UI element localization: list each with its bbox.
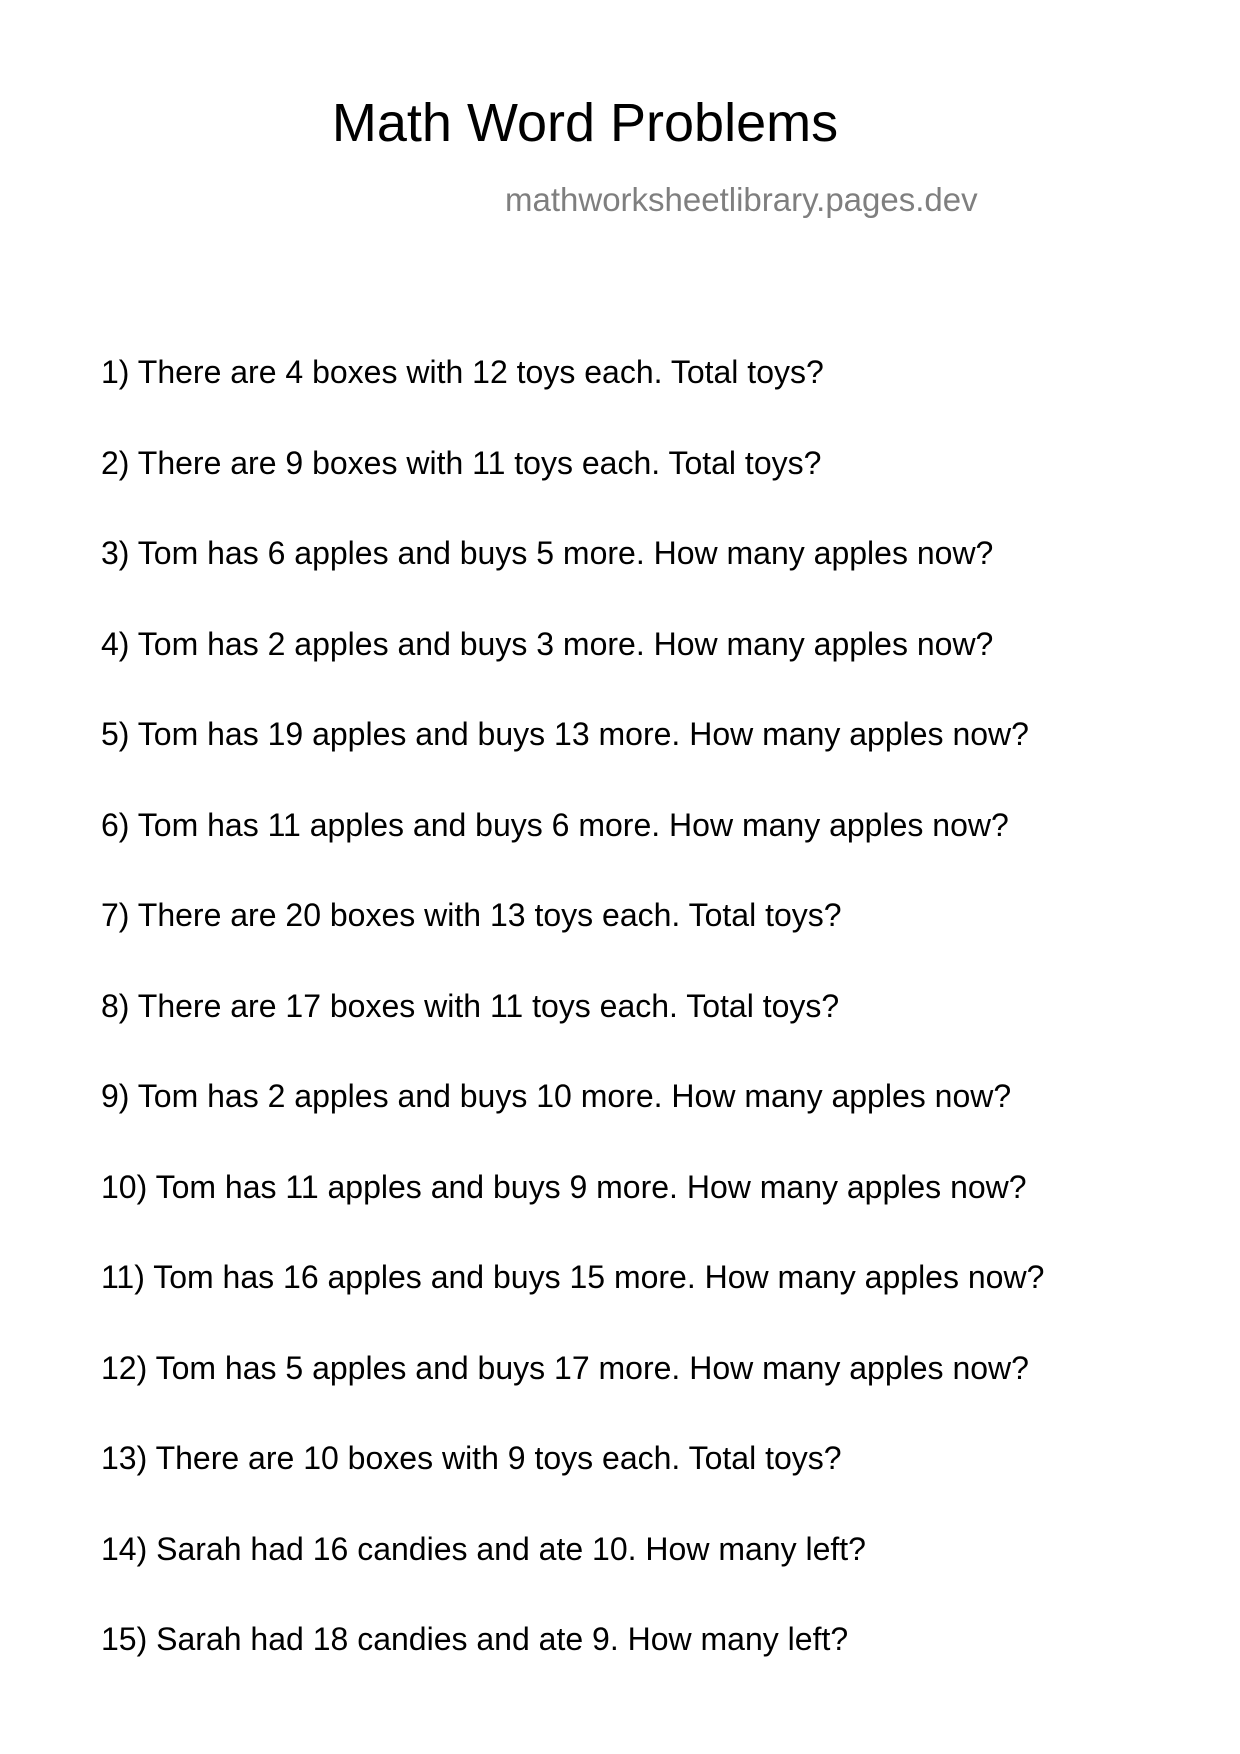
problem-item: 10) Tom has 11 apples and buys 9 more. How many apples now?: [101, 1168, 1027, 1205]
problem-item: 7) There are 20 boxes with 13 toys each. Total toys?: [101, 897, 842, 933]
problem-item: 1) There are 4 boxes with 12 toys each. Total toys?: [101, 354, 824, 390]
problem-item: 2) There are 9 boxes with 11 toys each. Total toys?: [101, 444, 822, 481]
problem-list: [101, 352, 1044, 1710]
problem-item: 11) Tom has 16 apples and buys 15 more. How many apples now?: [101, 1259, 1045, 1295]
worksheet-title: Math Word Problems: [331, 93, 839, 153]
problem-item: 13) There are 10 boxes with 9 toys each. Total toys?: [101, 1440, 842, 1476]
problem-item: 9) Tom has 2 apples and buys 10 more. How many apples now?: [101, 1078, 1012, 1114]
problem-item: 14) Sarah had 16 candies and ate 10. How many left?: [101, 1530, 866, 1567]
problem-item: 8) There are 17 boxes with 11 toys each. Total toys?: [101, 987, 840, 1024]
problem-item: 15) Sarah had 18 candies and ate 9. How many left?: [101, 1621, 849, 1657]
problem-item: 5) Tom has 19 apples and buys 13 more. How many apples now?: [101, 716, 1029, 752]
problem-item: 4) Tom has 2 apples and buys 3 more. How many apples now?: [101, 625, 994, 662]
website-url: mathworksheetlibrary.pages.dev: [505, 181, 978, 218]
problem-item: 6) Tom has 11 apples and buys 6 more. How many apples now?: [101, 806, 1009, 843]
problem-item: 3) Tom has 6 apples and buys 5 more. How many apples now?: [101, 535, 994, 571]
problem-item: 12) Tom has 5 apples and buys 17 more. How many apples now?: [101, 1349, 1029, 1386]
